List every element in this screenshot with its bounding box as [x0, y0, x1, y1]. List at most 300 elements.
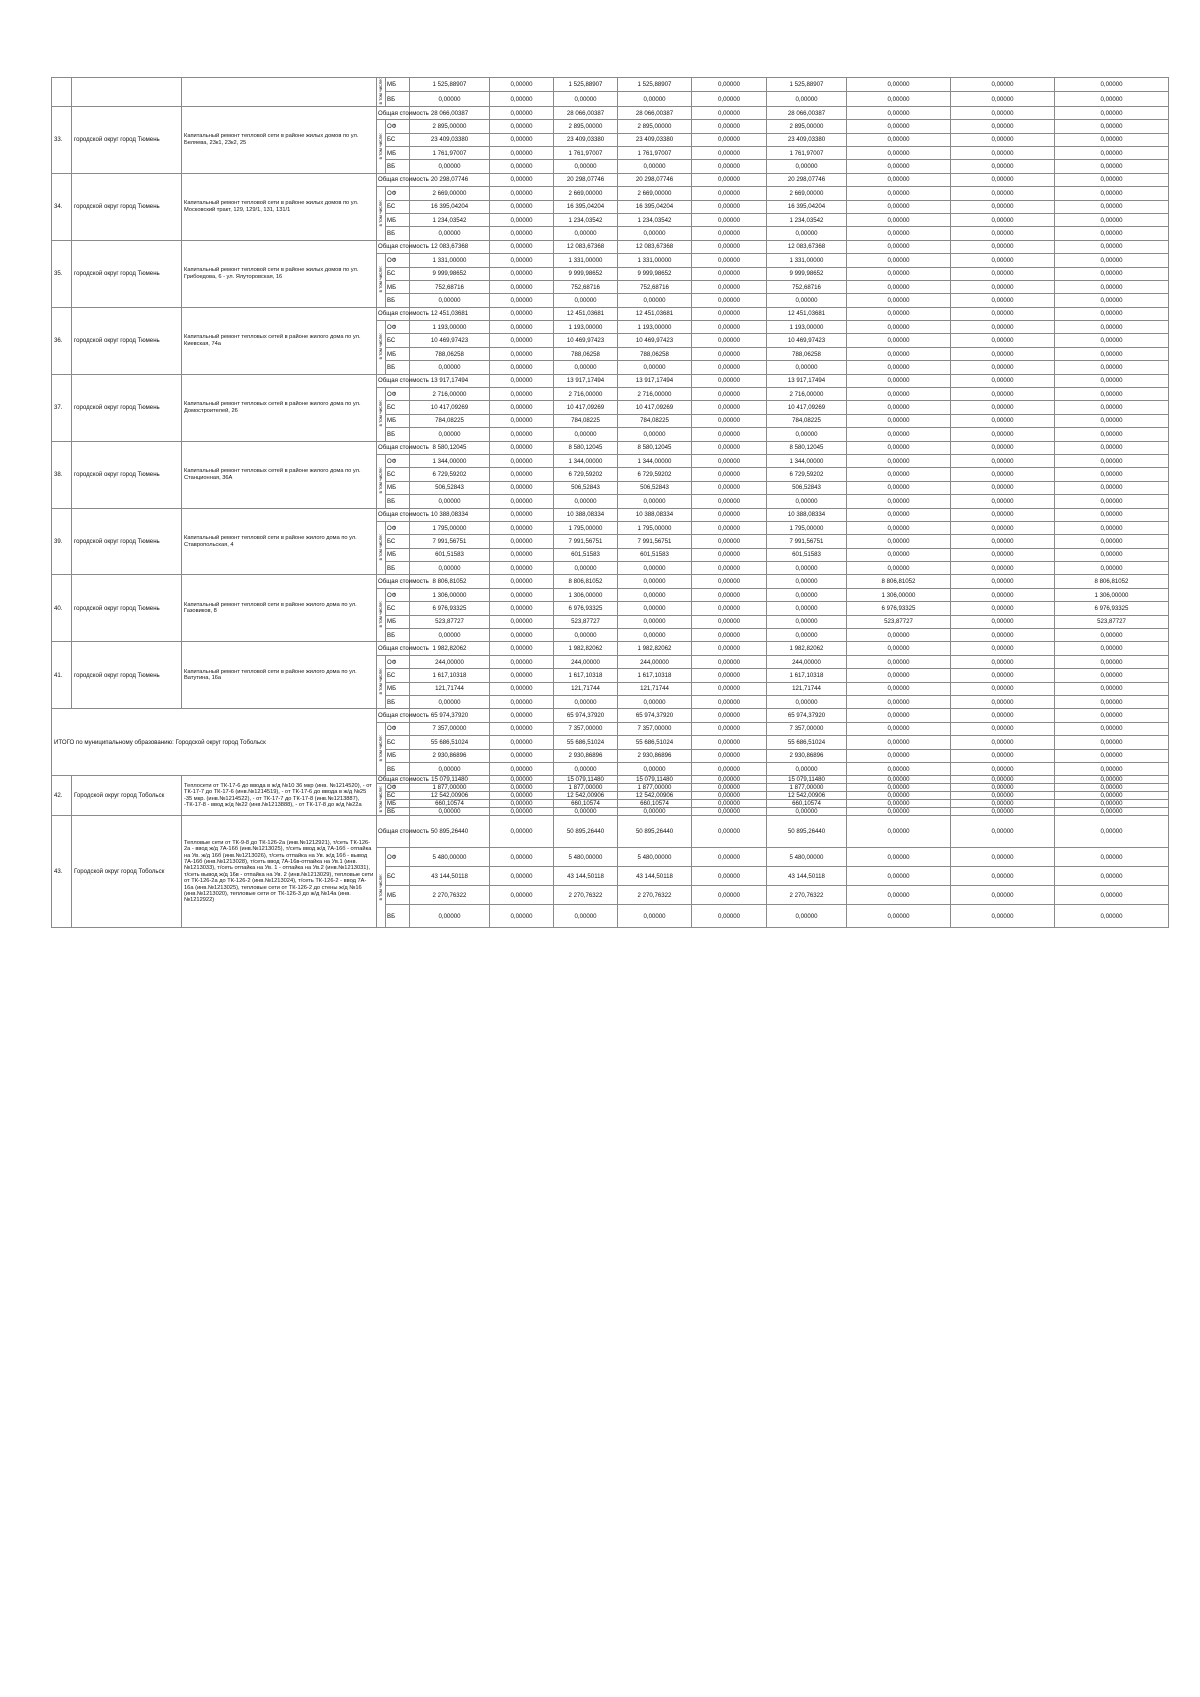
value-cell: 10 388,08334: [767, 508, 847, 521]
value-cell: 0,00000: [951, 146, 1055, 159]
value-cell: 0,00000: [490, 146, 554, 159]
value-cell: 1 306,00000: [1055, 588, 1169, 601]
value-cell: 1 525,88907: [410, 78, 490, 92]
value-cell: 0,00000: [951, 629, 1055, 642]
value-cell: 0,00000: [490, 414, 554, 427]
value-cell: 0,00000: [410, 762, 490, 775]
value-cell: 0,00000: [847, 374, 951, 387]
value-cell: 7 357,00000: [410, 722, 490, 735]
total-cost-label: Общая стоимость: [377, 173, 410, 186]
value-cell: 0,00000: [847, 187, 951, 200]
value-cell: 0,00000: [692, 213, 767, 226]
value-cell: 0,00000: [692, 535, 767, 548]
source-label: МБ: [386, 886, 410, 905]
value-cell: 1 617,10318: [554, 669, 618, 682]
value-cell: 0,00000: [767, 615, 847, 628]
value-cell: 0,00000: [490, 347, 554, 360]
value-cell: 7 991,56751: [618, 535, 692, 548]
value-cell: 0,00000: [490, 816, 554, 848]
value-cell: 0,00000: [847, 481, 951, 494]
value-cell: 0,00000: [951, 722, 1055, 735]
value-cell: 9 999,98652: [618, 267, 692, 280]
source-label: МБ: [386, 280, 410, 293]
value-cell: 1 617,10318: [410, 669, 490, 682]
value-cell: 0,00000: [692, 886, 767, 905]
value-cell: 0,00000: [1055, 792, 1169, 800]
value-cell: 244,00000: [410, 655, 490, 668]
value-cell: 0,00000: [951, 200, 1055, 213]
municipality-name: Городской округ город Тобольск: [72, 776, 182, 816]
item-number: 43.: [52, 816, 72, 928]
value-cell: 0,00000: [951, 535, 1055, 548]
source-label: ВБ: [386, 762, 410, 775]
municipality-name: городской округ город Тюмень: [72, 374, 182, 441]
value-cell: 1 331,00000: [554, 254, 618, 267]
incl-vertical-label: [377, 588, 386, 642]
municipality-cell: [72, 78, 182, 107]
value-cell: 0,00000: [767, 808, 847, 816]
value-cell: 0,00000: [692, 548, 767, 561]
incl-label-text: в том числе:: [378, 873, 384, 901]
value-cell: 7 991,56751: [554, 535, 618, 548]
item-number: 36.: [52, 307, 72, 374]
value-cell: 1 525,88907: [618, 78, 692, 92]
value-cell: 0,00000: [410, 696, 490, 709]
value-cell: 0,00000: [1055, 441, 1169, 454]
value-cell: 12 451,03681: [767, 307, 847, 320]
value-cell: 0,00000: [951, 254, 1055, 267]
value-cell: 0,00000: [1055, 722, 1169, 735]
value-cell: 660,10574: [618, 800, 692, 808]
value-cell: 1 234,03542: [618, 213, 692, 226]
value-cell: 0,00000: [1055, 334, 1169, 347]
value-cell: 0,00000: [951, 575, 1055, 588]
value-cell: 0,00000: [692, 441, 767, 454]
value-cell: 0,00000: [1055, 629, 1169, 642]
value-cell: 0,00000: [618, 428, 692, 441]
value-cell: 0,00000: [951, 374, 1055, 387]
value-cell: 0,00000: [692, 187, 767, 200]
value-cell: 660,10574: [767, 800, 847, 808]
value-cell: 0,00000: [847, 401, 951, 414]
value-cell: 0,00000: [554, 495, 618, 508]
value-cell: 0,00000: [847, 160, 951, 173]
value-cell: 0,00000: [692, 267, 767, 280]
object-description: Капитальный ремонт тепловой сети в районе жилого дома по ул. Ставропольская, 4: [182, 508, 377, 575]
value-cell: 0,00000: [951, 548, 1055, 561]
value-cell: 0,00000: [1055, 642, 1169, 655]
value-cell: 0,00000: [847, 441, 951, 454]
value-cell: 0,00000: [847, 762, 951, 775]
value-cell: 0,00000: [847, 792, 951, 800]
value-cell: 13 917,17494: [767, 374, 847, 387]
value-cell: 0,00000: [490, 669, 554, 682]
value-cell: 12 542,00906: [767, 792, 847, 800]
value-cell: 752,68716: [618, 280, 692, 293]
value-cell: 0,00000: [490, 401, 554, 414]
item-number: 38.: [52, 441, 72, 508]
source-label: БС: [386, 200, 410, 213]
capital-repair-table: [51, 77, 1169, 928]
value-cell: 0,00000: [618, 808, 692, 816]
value-cell: 0,00000: [490, 792, 554, 800]
table-row: [52, 106, 1169, 119]
value-cell: 0,00000: [951, 92, 1055, 106]
value-cell: 0,00000: [490, 629, 554, 642]
value-cell: 0,00000: [490, 642, 554, 655]
value-cell: 0,00000: [951, 428, 1055, 441]
value-cell: 0,00000: [1055, 669, 1169, 682]
municipality-name: городской округ город Тюмень: [72, 173, 182, 240]
value-cell: 65 974,37920: [410, 709, 490, 722]
value-cell: 1 344,00000: [410, 454, 490, 467]
value-cell: 0,00000: [1055, 776, 1169, 784]
value-cell: 0,00000: [1055, 187, 1169, 200]
value-cell: 0,00000: [618, 227, 692, 240]
value-cell: 0,00000: [692, 200, 767, 213]
value-cell: 7 357,00000: [767, 722, 847, 735]
value-cell: 0,00000: [490, 321, 554, 334]
value-cell: 0,00000: [847, 92, 951, 106]
value-cell: 0,00000: [1055, 213, 1169, 226]
item-number: 35.: [52, 240, 72, 307]
value-cell: 9 999,98652: [410, 267, 490, 280]
value-cell: 55 686,51024: [554, 736, 618, 749]
value-cell: 1 331,00000: [618, 254, 692, 267]
source-label: БС: [386, 867, 410, 886]
value-cell: 0,00000: [692, 78, 767, 92]
value-cell: 0,00000: [1055, 200, 1169, 213]
source-label: БС: [386, 267, 410, 280]
total-cost-label: Общая стоимость: [377, 575, 410, 588]
table-row: [52, 374, 1169, 387]
value-cell: 0,00000: [1055, 280, 1169, 293]
value-cell: 20 298,07746: [767, 173, 847, 186]
value-cell: 523,87727: [847, 615, 951, 628]
value-cell: 28 066,00387: [618, 106, 692, 119]
value-cell: 0,00000: [692, 762, 767, 775]
value-cell: 0,00000: [847, 535, 951, 548]
value-cell: 9 999,98652: [554, 267, 618, 280]
source-label: ОФ: [386, 120, 410, 133]
value-cell: 0,00000: [692, 280, 767, 293]
value-cell: 0,00000: [951, 669, 1055, 682]
value-cell: 0,00000: [767, 495, 847, 508]
value-cell: 0,00000: [1055, 146, 1169, 159]
source-label: ВБ: [386, 428, 410, 441]
value-cell: 55 686,51024: [410, 736, 490, 749]
object-description: Капитальный ремонт тепловой сети в районе жилых домов по ул. Московский тракт, 129, 129/1, 131, 131/1: [182, 173, 377, 240]
value-cell: 0,00000: [692, 629, 767, 642]
value-cell: 0,00000: [951, 78, 1055, 92]
source-label: ОФ: [386, 454, 410, 467]
value-cell: 10 469,97423: [618, 334, 692, 347]
value-cell: 0,00000: [1055, 655, 1169, 668]
value-cell: 0,00000: [1055, 886, 1169, 905]
value-cell: 0,00000: [692, 428, 767, 441]
source-label: ВБ: [386, 562, 410, 575]
value-cell: 601,51583: [618, 548, 692, 561]
value-cell: 55 686,51024: [767, 736, 847, 749]
value-cell: 2 930,86896: [410, 749, 490, 762]
value-cell: 0,00000: [1055, 92, 1169, 106]
value-cell: 0,00000: [847, 307, 951, 320]
value-cell: 16 395,04204: [618, 200, 692, 213]
value-cell: 0,00000: [692, 792, 767, 800]
value-cell: 12 451,03681: [618, 307, 692, 320]
value-cell: 0,00000: [951, 120, 1055, 133]
item-number: 39.: [52, 508, 72, 575]
value-cell: 601,51583: [410, 548, 490, 561]
value-cell: 2 270,76322: [410, 886, 490, 905]
value-cell: 0,00000: [490, 120, 554, 133]
source-label: МБ: [386, 481, 410, 494]
value-cell: 1 761,97007: [767, 146, 847, 159]
value-cell: 0,00000: [692, 709, 767, 722]
source-label: ВБ: [386, 227, 410, 240]
value-cell: 0,00000: [618, 294, 692, 307]
value-cell: 0,00000: [847, 682, 951, 695]
value-cell: 0,00000: [554, 227, 618, 240]
value-cell: 0,00000: [847, 468, 951, 481]
source-label: МБ: [386, 800, 410, 808]
value-cell: 0,00000: [1055, 736, 1169, 749]
value-cell: 2 716,00000: [410, 388, 490, 401]
incl-vertical-label: [377, 521, 386, 575]
value-cell: 0,00000: [847, 800, 951, 808]
value-cell: 0,00000: [490, 867, 554, 886]
value-cell: 0,00000: [951, 280, 1055, 293]
value-cell: 0,00000: [847, 709, 951, 722]
value-cell: 1 306,00000: [410, 588, 490, 601]
value-cell: 0,00000: [490, 254, 554, 267]
value-cell: 1 761,97007: [410, 146, 490, 159]
incl-vertical-label: [377, 254, 386, 308]
value-cell: 0,00000: [1055, 227, 1169, 240]
value-cell: 0,00000: [692, 146, 767, 159]
value-cell: 1 877,00000: [410, 784, 490, 792]
value-cell: 0,00000: [767, 696, 847, 709]
value-cell: 5 480,00000: [410, 848, 490, 867]
value-cell: 0,00000: [692, 133, 767, 146]
value-cell: 0,00000: [692, 521, 767, 534]
item-number: 40.: [52, 575, 72, 642]
value-cell: 752,68716: [554, 280, 618, 293]
value-cell: 0,00000: [1055, 535, 1169, 548]
source-label: ВБ: [386, 905, 410, 928]
value-cell: 8 806,81052: [1055, 575, 1169, 588]
value-cell: 0,00000: [554, 629, 618, 642]
value-cell: 0,00000: [1055, 808, 1169, 816]
value-cell: 10 388,08334: [554, 508, 618, 521]
value-cell: 1 795,00000: [554, 521, 618, 534]
value-cell: 0,00000: [490, 294, 554, 307]
value-cell: 0,00000: [951, 521, 1055, 534]
value-cell: 1 234,03542: [410, 213, 490, 226]
value-cell: 523,87727: [554, 615, 618, 628]
value-cell: 121,71744: [554, 682, 618, 695]
source-label: ОФ: [386, 388, 410, 401]
value-cell: 6 976,93325: [847, 602, 951, 615]
value-cell: 0,00000: [951, 468, 1055, 481]
incl-label-text: в том числе:: [378, 534, 384, 561]
value-cell: 1 193,00000: [554, 321, 618, 334]
value-cell: 0,00000: [692, 120, 767, 133]
value-cell: 1 761,97007: [618, 146, 692, 159]
value-cell: 12 542,00906: [554, 792, 618, 800]
value-cell: 0,00000: [554, 696, 618, 709]
value-cell: 10 417,09269: [554, 401, 618, 414]
value-cell: 0,00000: [692, 816, 767, 848]
source-label: МБ: [386, 682, 410, 695]
value-cell: 0,00000: [951, 816, 1055, 848]
value-cell: 0,00000: [410, 808, 490, 816]
incl-vertical-label: [377, 848, 386, 928]
object-description: Капитальный ремонт тепловой сети в районе жилых домов по ул. Грибоедова, 6 - ул. Ялуторовская, 16: [182, 240, 377, 307]
value-cell: 752,68716: [410, 280, 490, 293]
value-cell: 0,00000: [1055, 388, 1169, 401]
value-cell: 0,00000: [410, 92, 490, 106]
value-cell: 0,00000: [847, 294, 951, 307]
value-cell: 0,00000: [951, 905, 1055, 928]
value-cell: 1 344,00000: [767, 454, 847, 467]
value-cell: 0,00000: [692, 254, 767, 267]
source-label: МБ: [386, 347, 410, 360]
value-cell: 0,00000: [767, 428, 847, 441]
value-cell: 0,00000: [951, 160, 1055, 173]
value-cell: 50 895,26440: [410, 816, 490, 848]
value-cell: 0,00000: [1055, 321, 1169, 334]
value-cell: 0,00000: [692, 642, 767, 655]
value-cell: 0,00000: [951, 388, 1055, 401]
value-cell: 0,00000: [847, 120, 951, 133]
value-cell: 0,00000: [847, 736, 951, 749]
value-cell: 0,00000: [951, 414, 1055, 427]
value-cell: 0,00000: [490, 521, 554, 534]
value-cell: 13 917,17494: [554, 374, 618, 387]
value-cell: 10 388,08334: [410, 508, 490, 521]
value-cell: 8 580,12045: [410, 441, 490, 454]
incl-vertical-label: [377, 120, 386, 174]
table-body: [52, 78, 1169, 928]
municipality-name: городской округ город Тюмень: [72, 575, 182, 642]
value-cell: 0,00000: [1055, 696, 1169, 709]
object-cell: [182, 78, 377, 107]
subtotal-label: ИТОГО по муниципальному образованию: Городской округ город Тобольск: [52, 709, 377, 776]
value-cell: 784,08225: [410, 414, 490, 427]
value-cell: 0,00000: [951, 133, 1055, 146]
value-cell: 0,00000: [490, 905, 554, 928]
incl-label-text: в том числе:: [378, 333, 384, 360]
value-cell: 0,00000: [1055, 682, 1169, 695]
value-cell: 0,00000: [1055, 468, 1169, 481]
value-cell: 0,00000: [951, 401, 1055, 414]
value-cell: 0,00000: [554, 905, 618, 928]
value-cell: 244,00000: [554, 655, 618, 668]
value-cell: 1 982,82062: [410, 642, 490, 655]
incl-label-text: в том числе:: [378, 467, 384, 494]
value-cell: 0,00000: [847, 508, 951, 521]
total-cost-label: Общая стоимость: [377, 816, 410, 848]
value-cell: 0,00000: [490, 454, 554, 467]
value-cell: 0,00000: [692, 588, 767, 601]
source-label: ОФ: [386, 521, 410, 534]
source-label: ВБ: [386, 629, 410, 642]
value-cell: 0,00000: [1055, 508, 1169, 521]
value-cell: 0,00000: [847, 254, 951, 267]
value-cell: 0,00000: [847, 776, 951, 784]
table-row: [52, 575, 1169, 588]
value-cell: 0,00000: [410, 361, 490, 374]
value-cell: 0,00000: [490, 133, 554, 146]
value-cell: 0,00000: [951, 347, 1055, 360]
value-cell: 0,00000: [951, 615, 1055, 628]
value-cell: 0,00000: [1055, 454, 1169, 467]
value-cell: 7 357,00000: [618, 722, 692, 735]
value-cell: 0,00000: [847, 240, 951, 253]
value-cell: 15 079,11480: [410, 776, 490, 784]
municipality-name: городской округ город Тюмень: [72, 240, 182, 307]
value-cell: 0,00000: [490, 575, 554, 588]
value-cell: 0,00000: [951, 227, 1055, 240]
value-cell: 16 395,04204: [554, 200, 618, 213]
value-cell: 23 409,03380: [410, 133, 490, 146]
value-cell: 0,00000: [1055, 749, 1169, 762]
table-row: [52, 776, 1169, 784]
object-description: Тепловые сети от ТК-9-8 до ТК-126-2а (инв.№1212921), т/сеть ТК-126-2а - ввод ж/д 7А-16б (инв.№1213025), т/сеть ввод ж/д 7А-16б - отпайка на Ув. ж/д 16б (инв.№1213026), т/сеть отпайка на Ув. ж/д 16б - вывод 7А-16б (инв.№1213028), т/сеть ввод 7А-16в-отпайка на Ув.1 (инв.№1213033), т/сеть отпайка на Ув. 1 - отпайка на Ув.2 (инв.№1213031), т/сеть вывод ж/д 16в - отпайка на Ув. 2 (инв.№1213029), тепловые сети от ТК-126-2а до ТК-126-2 (инв.№1213024), т/сеть ТК-126-2 - ввод 7А- 16а (инв.№1213025), тепловые сети от ТК-126-2 до стены ж/д №16 (инв.№1213020), тепловые сети от ТК-126-3 до ж/д №14а (инв.№1212922): [182, 816, 377, 928]
value-cell: 601,51583: [767, 548, 847, 561]
source-label: ВБ: [386, 294, 410, 307]
value-cell: 0,00000: [490, 374, 554, 387]
value-cell: 0,00000: [554, 808, 618, 816]
value-cell: 0,00000: [1055, 867, 1169, 886]
value-cell: 0,00000: [847, 816, 951, 848]
total-cost-label: Общая стоимость: [377, 106, 410, 119]
value-cell: 0,00000: [410, 227, 490, 240]
value-cell: 0,00000: [951, 696, 1055, 709]
table-row: [52, 78, 1169, 92]
value-cell: 1 761,97007: [554, 146, 618, 159]
value-cell: 12 083,67368: [618, 240, 692, 253]
value-cell: 0,00000: [490, 227, 554, 240]
value-cell: 43 144,50118: [554, 867, 618, 886]
value-cell: 6 976,93325: [554, 602, 618, 615]
value-cell: 0,00000: [490, 602, 554, 615]
value-cell: 0,00000: [410, 905, 490, 928]
value-cell: 0,00000: [410, 629, 490, 642]
value-cell: 0,00000: [847, 428, 951, 441]
value-cell: 0,00000: [1055, 414, 1169, 427]
value-cell: 0,00000: [692, 481, 767, 494]
value-cell: 0,00000: [1055, 173, 1169, 186]
value-cell: 0,00000: [490, 441, 554, 454]
value-cell: 8 806,81052: [554, 575, 618, 588]
value-cell: 0,00000: [847, 227, 951, 240]
value-cell: 0,00000: [767, 92, 847, 106]
value-cell: 0,00000: [847, 669, 951, 682]
total-cost-label: Общая стоимость: [377, 508, 410, 521]
value-cell: 1 877,00000: [554, 784, 618, 792]
value-cell: 0,00000: [951, 655, 1055, 668]
value-cell: 0,00000: [692, 106, 767, 119]
source-label: БС: [386, 334, 410, 347]
value-cell: 121,71744: [767, 682, 847, 695]
source-label: БС: [386, 736, 410, 749]
value-cell: 0,00000: [490, 562, 554, 575]
value-cell: 0,00000: [1055, 428, 1169, 441]
value-cell: 0,00000: [490, 78, 554, 92]
value-cell: 1 982,82062: [618, 642, 692, 655]
